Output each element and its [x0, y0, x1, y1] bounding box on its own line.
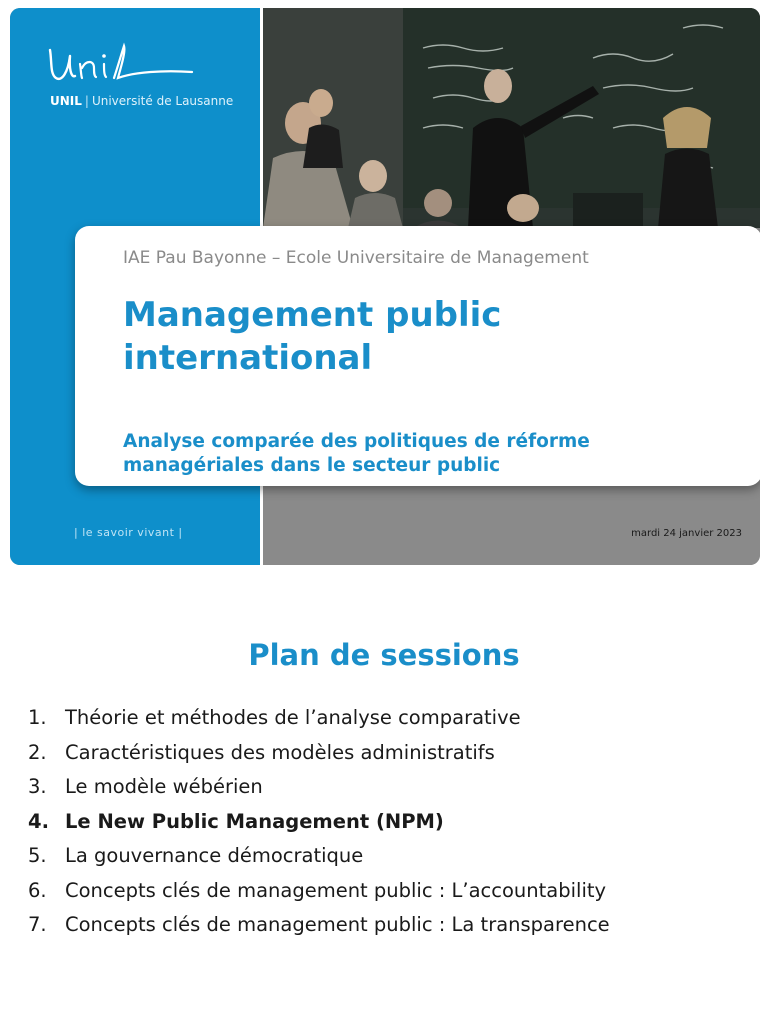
session-number: 3.: [28, 775, 47, 798]
session-item-6: [28, 879, 610, 914]
organization-name: IAE Pau Bayonne – Ecole Universitaire de Management: [123, 248, 589, 268]
slide-date: mardi 24 janvier 2023: [631, 528, 742, 539]
session-list: [28, 706, 610, 948]
session-item-7: [28, 913, 610, 948]
session-number: 5.: [28, 844, 47, 867]
session-label: Concepts clés de management public : L’accountability: [65, 878, 607, 902]
university-name: UNIL | Université de Lausanne: [50, 94, 234, 108]
session-label: Théorie et méthodes de l’analyse comparative: [65, 706, 521, 729]
unil-logo-script: [44, 42, 194, 92]
classroom-photo-illustration: [263, 8, 760, 228]
course-subtitle: Analyse comparée des politiques de réforme managériales dans le secteur public: [123, 431, 590, 476]
title-slide: [10, 8, 760, 565]
session-item-1: [28, 706, 610, 741]
course-title: Management public international: [123, 295, 502, 378]
session-label: Concepts clés de management public : La transparence: [65, 913, 610, 936]
session-number: 2.: [28, 740, 47, 764]
session-item-4: [28, 810, 610, 845]
classroom-photo: [263, 8, 760, 228]
session-label: Caractéristiques des modèles administratifs: [65, 740, 495, 764]
session-label: La gouvernance démocratique: [65, 844, 364, 867]
motto: | le savoir vivant |: [74, 526, 183, 539]
session-item-2: [28, 741, 610, 776]
plan-title: Plan de sessions: [248, 638, 520, 672]
session-label: Le modèle wébérien: [65, 775, 263, 798]
session-number: 6.: [28, 878, 47, 902]
session-item-3: [28, 775, 610, 810]
session-number: 4.: [28, 809, 49, 833]
session-number: 7.: [28, 913, 47, 936]
session-label: Le New Public Management (NPM): [65, 809, 444, 833]
session-item-5: [28, 844, 610, 879]
session-number: 1.: [28, 706, 47, 729]
title-card: [75, 226, 760, 486]
